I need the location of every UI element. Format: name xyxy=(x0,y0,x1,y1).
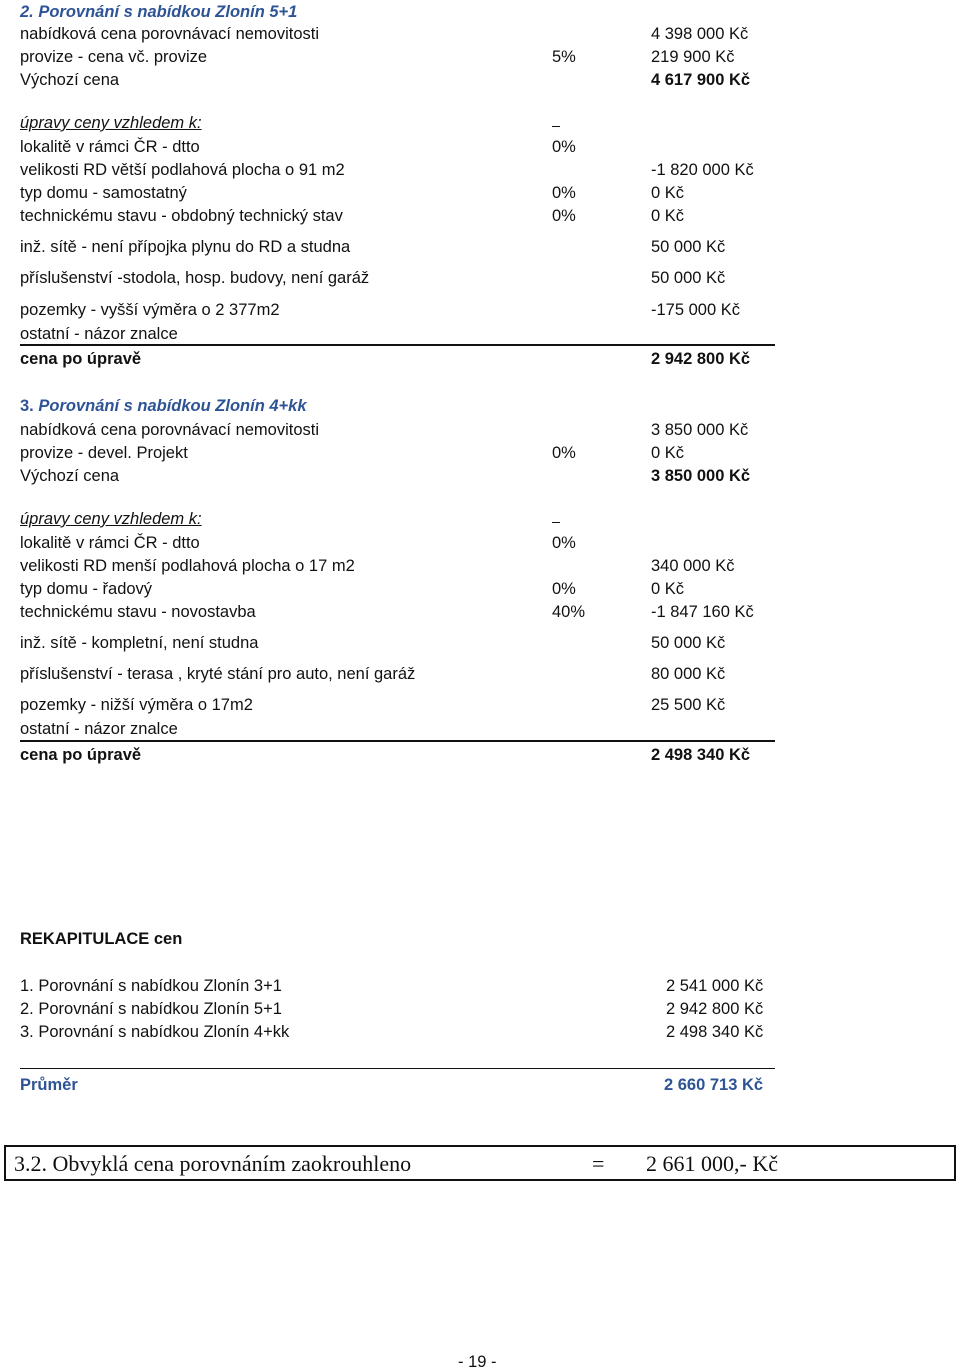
recap-item-1: 1. Porovnání s nabídkou Zlonín 3+1 xyxy=(20,977,282,995)
s3-row-condition-value: -1 847 160 Kč xyxy=(651,603,754,621)
s3-row-condition: technickému stavu - novostavba xyxy=(20,603,256,621)
s3-offer-label: nabídková cena porovnávací nemovitosti xyxy=(20,421,320,439)
final-price-label: 3.2. Obvyklá cena porovnáním zaokrouhleno xyxy=(14,1151,412,1176)
s2-sum-line xyxy=(20,344,775,346)
s3-commission-label: provize - devel. Projekt xyxy=(20,444,188,462)
s3-row-condition-pct: 40% xyxy=(552,603,586,621)
recap-item-1-value: 2 541 000 Kč xyxy=(666,977,764,995)
s2-row-location: lokalitě v rámci ČR - dtto xyxy=(20,138,200,156)
s2-row-size-value: -1 820 000 Kč xyxy=(651,161,754,179)
s2-row-type-pct: 0% xyxy=(552,184,576,202)
s3-row-land: pozemky - nižší výměra o 17m2 xyxy=(20,696,253,714)
s2-row-condition-pct: 0% xyxy=(552,207,576,225)
s3-result-value: 2 498 340 Kč xyxy=(651,746,751,764)
s2-row-type: typ domu - samostatný xyxy=(20,184,187,202)
page-number: - 19 - xyxy=(458,1353,497,1371)
s3-adjust-heading: úpravy ceny vzhledem k: xyxy=(20,510,202,528)
s3-sum-line xyxy=(20,740,775,742)
final-price-equals: = xyxy=(592,1151,605,1176)
s3-row-land-value: 25 500 Kč xyxy=(651,696,726,714)
s2-dash-mark xyxy=(552,126,560,127)
s3-row-type-pct: 0% xyxy=(552,580,576,598)
s3-row-size: velikosti RD menší podlahová plocha o 17 m2 xyxy=(20,557,355,575)
section3-title xyxy=(20,396,307,416)
s2-row-utilities-value: 50 000 Kč xyxy=(651,238,726,256)
final-price-value: 2 661 000,- Kč xyxy=(646,1151,778,1176)
recap-title: REKAPITULACE cen xyxy=(20,930,183,948)
s2-row-size: velikosti RD větší podlahová plocha o 91 m2 xyxy=(20,161,345,179)
s3-base-label: Výchozí cena xyxy=(20,467,120,485)
recap-item-3-value: 2 498 340 Kč xyxy=(666,1023,764,1041)
s3-row-location: lokalitě v rámci ČR - dtto xyxy=(20,534,200,552)
recap-item-2-value: 2 942 800 Kč xyxy=(666,1000,764,1018)
s2-adjust-heading: úpravy ceny vzhledem k: xyxy=(20,114,202,132)
s2-row-utilities: inž. sítě - není přípojka plynu do RD a studna xyxy=(20,238,351,256)
s2-row-condition: technickému stavu - obdobný technický stav xyxy=(20,207,343,225)
s3-result-label: cena po úpravě xyxy=(20,746,142,764)
s2-offer-label: nabídková cena porovnávací nemovitosti xyxy=(20,25,320,43)
s3-row-location-pct: 0% xyxy=(552,534,576,552)
recap-average-value: 2 660 713 Kč xyxy=(664,1076,764,1094)
s2-row-type-value: 0 Kč xyxy=(651,184,685,202)
s3-row-type: typ domu - řadový xyxy=(20,580,153,598)
recap-sum-line xyxy=(20,1068,775,1069)
s3-offer-value: 3 850 000 Kč xyxy=(651,421,749,439)
final-price-box xyxy=(4,1145,956,1181)
s3-row-size-value: 340 000 Kč xyxy=(651,557,735,575)
s3-base-value: 3 850 000 Kč xyxy=(651,467,751,485)
s2-row-location-pct: 0% xyxy=(552,138,576,156)
recap-average-label: Průměr xyxy=(20,1076,78,1094)
s2-result-value: 2 942 800 Kč xyxy=(651,350,751,368)
s2-row-accessories-value: 50 000 Kč xyxy=(651,269,726,287)
s2-row-land-value: -175 000 Kč xyxy=(651,301,740,319)
recap-item-2: 2. Porovnání s nabídkou Zlonín 5+1 xyxy=(20,1000,282,1018)
s3-row-accessories-value: 80 000 Kč xyxy=(651,665,726,683)
s2-commission-pct: 5% xyxy=(552,48,576,66)
section2-title: 2. Porovnání s nabídkou Zlonín 5+1 xyxy=(20,3,298,21)
s2-commission-value: 219 900 Kč xyxy=(651,48,735,66)
s3-row-utilities: inž. sítě - kompletní, není studna xyxy=(20,634,259,652)
section3-title-num: 3. xyxy=(20,397,34,415)
s2-row-condition-value: 0 Kč xyxy=(651,207,685,225)
s3-commission-pct: 0% xyxy=(552,444,576,462)
s2-base-value: 4 617 900 Kč xyxy=(651,71,751,89)
s3-commission-value: 0 Kč xyxy=(651,444,685,462)
s2-commission-label: provize - cena vč. provize xyxy=(20,48,208,66)
s3-row-type-value: 0 Kč xyxy=(651,580,685,598)
s2-row-other: ostatní - názor znalce xyxy=(20,325,178,343)
s3-dash-mark xyxy=(552,522,560,523)
s2-result-label: cena po úpravě xyxy=(20,350,142,368)
s2-row-land: pozemky - vyšší výměra o 2 377m2 xyxy=(20,301,280,319)
s3-row-other: ostatní - názor znalce xyxy=(20,720,178,738)
s3-row-utilities-value: 50 000 Kč xyxy=(651,634,726,652)
s2-base-label: Výchozí cena xyxy=(20,71,120,89)
recap-item-3: 3. Porovnání s nabídkou Zlonín 4+kk xyxy=(20,1023,290,1041)
section3-title-text: Porovnání s nabídkou Zlonín 4+kk xyxy=(38,397,307,415)
s2-offer-value: 4 398 000 Kč xyxy=(651,25,749,43)
s3-row-accessories: příslušenství - terasa , kryté stání pro auto, není garáž xyxy=(20,665,416,683)
s2-row-accessories: příslušenství -stodola, hosp. budovy, není garáž xyxy=(20,269,370,287)
